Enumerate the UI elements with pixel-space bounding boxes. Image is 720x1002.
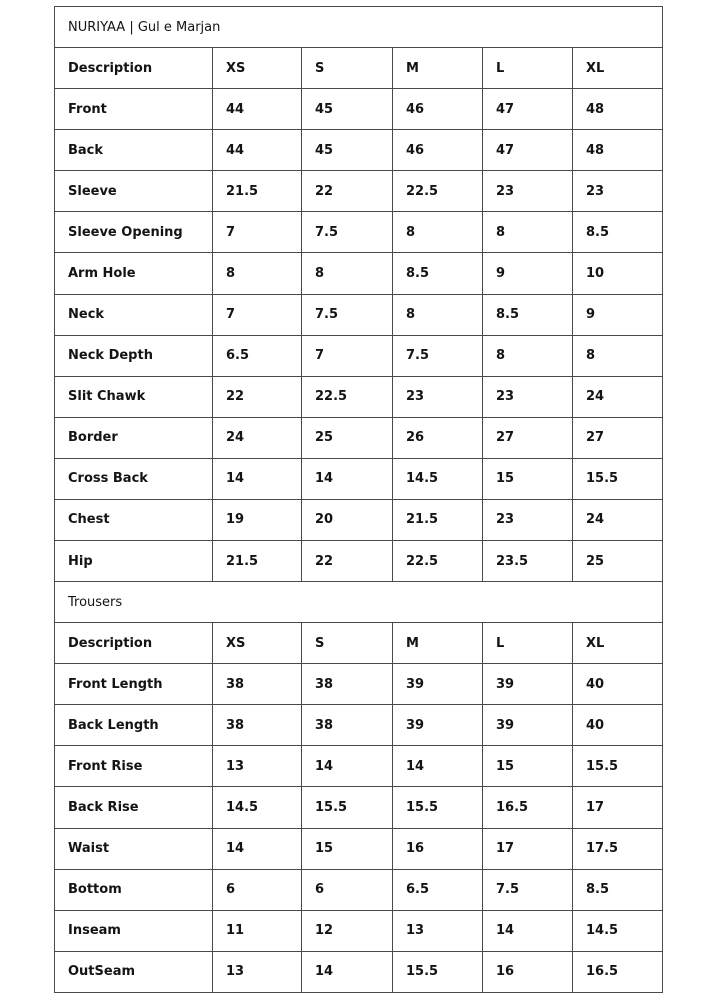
column-header-size-s: S: [302, 623, 393, 664]
trousers-measurement-row: [55, 787, 663, 828]
shirt-header-row: [55, 48, 663, 89]
measurement-value-m: 46: [393, 89, 483, 130]
size-chart-table: [54, 6, 663, 993]
measurement-value-xs: 8: [213, 253, 302, 294]
shirt-measurement-row: [55, 253, 663, 294]
column-header-size-xl: XL: [573, 623, 663, 664]
measurement-value-l: 47: [483, 89, 573, 130]
shirt-measurement-row: [55, 499, 663, 540]
measurement-value-s: 38: [302, 705, 393, 746]
trousers-measurement-row: [55, 746, 663, 787]
trousers-measurement-row: [55, 664, 663, 705]
measurement-value-m: 39: [393, 664, 483, 705]
measurement-value-xs: 6.5: [213, 335, 302, 376]
column-header-description: Description: [55, 48, 213, 89]
measurement-value-xs: 7: [213, 294, 302, 335]
measurement-value-m: 8.5: [393, 253, 483, 294]
measurement-label: Sleeve: [55, 171, 213, 212]
shirt-measurement-row: [55, 212, 663, 253]
measurement-label: Hip: [55, 541, 213, 582]
measurement-value-m: 8: [393, 212, 483, 253]
measurement-value-xl: 25: [573, 541, 663, 582]
measurement-value-m: 13: [393, 910, 483, 951]
measurement-value-m: 15.5: [393, 951, 483, 992]
measurement-value-m: 8: [393, 294, 483, 335]
measurement-value-l: 23.5: [483, 541, 573, 582]
measurement-value-s: 7.5: [302, 294, 393, 335]
column-header-size-s: S: [302, 48, 393, 89]
size-chart-body: [55, 7, 663, 993]
column-header-size-l: L: [483, 48, 573, 89]
shirt-measurement-row: [55, 458, 663, 499]
shirt-measurement-row: [55, 130, 663, 171]
measurement-value-s: 14: [302, 951, 393, 992]
measurement-label: Back Length: [55, 705, 213, 746]
measurement-value-xs: 24: [213, 417, 302, 458]
trousers-measurement-row: [55, 828, 663, 869]
shirt-measurement-row: [55, 171, 663, 212]
measurement-value-l: 47: [483, 130, 573, 171]
measurement-value-s: 45: [302, 89, 393, 130]
column-header-size-m: M: [393, 623, 483, 664]
column-header-size-xs: XS: [213, 48, 302, 89]
measurement-value-m: 22.5: [393, 541, 483, 582]
measurement-value-s: 14: [302, 746, 393, 787]
measurement-value-xl: 24: [573, 376, 663, 417]
trousers-measurement-row: [55, 869, 663, 910]
measurement-label: Back Rise: [55, 787, 213, 828]
measurement-value-s: 12: [302, 910, 393, 951]
trousers-section-row: [55, 582, 663, 623]
measurement-value-xl: 23: [573, 171, 663, 212]
measurement-value-s: 20: [302, 499, 393, 540]
measurement-label: Chest: [55, 499, 213, 540]
measurement-value-l: 16.5: [483, 787, 573, 828]
measurement-value-xl: 14.5: [573, 910, 663, 951]
column-header-size-m: M: [393, 48, 483, 89]
measurement-value-xs: 21.5: [213, 171, 302, 212]
measurement-label: Front Length: [55, 664, 213, 705]
measurement-value-s: 14: [302, 458, 393, 499]
measurement-value-xl: 15.5: [573, 458, 663, 499]
measurement-value-s: 22: [302, 541, 393, 582]
measurement-label: Neck: [55, 294, 213, 335]
trousers-measurement-row: [55, 705, 663, 746]
measurement-value-m: 22.5: [393, 171, 483, 212]
measurement-value-m: 26: [393, 417, 483, 458]
measurement-value-m: 23: [393, 376, 483, 417]
column-header-description: Description: [55, 623, 213, 664]
measurement-value-l: 9: [483, 253, 573, 294]
measurement-value-l: 15: [483, 746, 573, 787]
measurement-value-m: 6.5: [393, 869, 483, 910]
measurement-value-m: 14: [393, 746, 483, 787]
measurement-value-m: 7.5: [393, 335, 483, 376]
measurement-value-xs: 14: [213, 828, 302, 869]
measurement-value-xl: 8.5: [573, 212, 663, 253]
trousers-header-row: [55, 623, 663, 664]
measurement-value-s: 15.5: [302, 787, 393, 828]
measurement-value-m: 16: [393, 828, 483, 869]
shirt-measurement-row: [55, 89, 663, 130]
measurement-value-l: 23: [483, 171, 573, 212]
measurement-label: Sleeve Opening: [55, 212, 213, 253]
measurement-value-xl: 24: [573, 499, 663, 540]
measurement-value-s: 8: [302, 253, 393, 294]
measurement-value-m: 21.5: [393, 499, 483, 540]
measurement-value-m: 15.5: [393, 787, 483, 828]
measurement-value-l: 23: [483, 499, 573, 540]
measurement-label: Cross Back: [55, 458, 213, 499]
measurement-value-xl: 8: [573, 335, 663, 376]
measurement-value-s: 22: [302, 171, 393, 212]
measurement-value-s: 38: [302, 664, 393, 705]
chart-title: NURIYAA | Gul e Marjan: [55, 7, 663, 48]
measurement-label: Waist: [55, 828, 213, 869]
measurement-value-l: 27: [483, 417, 573, 458]
measurement-value-xl: 9: [573, 294, 663, 335]
measurement-value-xl: 8.5: [573, 869, 663, 910]
measurement-label: Slit Chawk: [55, 376, 213, 417]
shirt-measurement-row: [55, 541, 663, 582]
column-header-size-l: L: [483, 623, 573, 664]
measurement-value-s: 22.5: [302, 376, 393, 417]
column-header-size-xl: XL: [573, 48, 663, 89]
measurement-value-xs: 22: [213, 376, 302, 417]
measurement-value-s: 45: [302, 130, 393, 171]
measurement-value-m: 14.5: [393, 458, 483, 499]
measurement-value-l: 15: [483, 458, 573, 499]
measurement-value-xs: 44: [213, 89, 302, 130]
measurement-value-xs: 14.5: [213, 787, 302, 828]
measurement-value-xl: 16.5: [573, 951, 663, 992]
trousers-measurement-row: [55, 951, 663, 992]
measurement-label: OutSeam: [55, 951, 213, 992]
shirt-measurement-row: [55, 376, 663, 417]
measurement-value-xs: 21.5: [213, 541, 302, 582]
measurement-value-xl: 27: [573, 417, 663, 458]
measurement-value-xl: 17.5: [573, 828, 663, 869]
measurement-value-xl: 40: [573, 705, 663, 746]
measurement-value-xs: 19: [213, 499, 302, 540]
measurement-value-m: 39: [393, 705, 483, 746]
measurement-value-xs: 13: [213, 951, 302, 992]
measurement-value-xs: 13: [213, 746, 302, 787]
measurement-value-l: 23: [483, 376, 573, 417]
measurement-label: Inseam: [55, 910, 213, 951]
measurement-value-s: 15: [302, 828, 393, 869]
measurement-label: Back: [55, 130, 213, 171]
column-header-size-xs: XS: [213, 623, 302, 664]
measurement-value-xs: 14: [213, 458, 302, 499]
measurement-value-s: 7: [302, 335, 393, 376]
measurement-value-m: 46: [393, 130, 483, 171]
measurement-value-xl: 48: [573, 89, 663, 130]
shirt-measurement-row: [55, 417, 663, 458]
measurement-label: Neck Depth: [55, 335, 213, 376]
measurement-value-xs: 38: [213, 664, 302, 705]
measurement-value-l: 8: [483, 335, 573, 376]
measurement-value-s: 7.5: [302, 212, 393, 253]
measurement-value-xs: 11: [213, 910, 302, 951]
measurement-value-l: 7.5: [483, 869, 573, 910]
measurement-value-xl: 17: [573, 787, 663, 828]
measurement-value-xs: 38: [213, 705, 302, 746]
measurement-value-l: 16: [483, 951, 573, 992]
trousers-measurement-row: [55, 910, 663, 951]
measurement-value-l: 39: [483, 705, 573, 746]
measurement-value-xl: 10: [573, 253, 663, 294]
trousers-section-label: Trousers: [55, 582, 663, 623]
measurement-value-s: 6: [302, 869, 393, 910]
measurement-value-l: 39: [483, 664, 573, 705]
measurement-value-xl: 40: [573, 664, 663, 705]
measurement-value-xl: 48: [573, 130, 663, 171]
title-row: [55, 7, 663, 48]
measurement-value-xs: 6: [213, 869, 302, 910]
measurement-label: Bottom: [55, 869, 213, 910]
measurement-value-l: 8: [483, 212, 573, 253]
measurement-label: Front: [55, 89, 213, 130]
measurement-value-xs: 44: [213, 130, 302, 171]
measurement-label: Front Rise: [55, 746, 213, 787]
measurement-value-xl: 15.5: [573, 746, 663, 787]
shirt-measurement-row: [55, 335, 663, 376]
measurement-label: Arm Hole: [55, 253, 213, 294]
shirt-measurement-row: [55, 294, 663, 335]
measurement-value-l: 14: [483, 910, 573, 951]
measurement-value-l: 17: [483, 828, 573, 869]
measurement-label: Border: [55, 417, 213, 458]
measurement-value-l: 8.5: [483, 294, 573, 335]
measurement-value-s: 25: [302, 417, 393, 458]
measurement-value-xs: 7: [213, 212, 302, 253]
